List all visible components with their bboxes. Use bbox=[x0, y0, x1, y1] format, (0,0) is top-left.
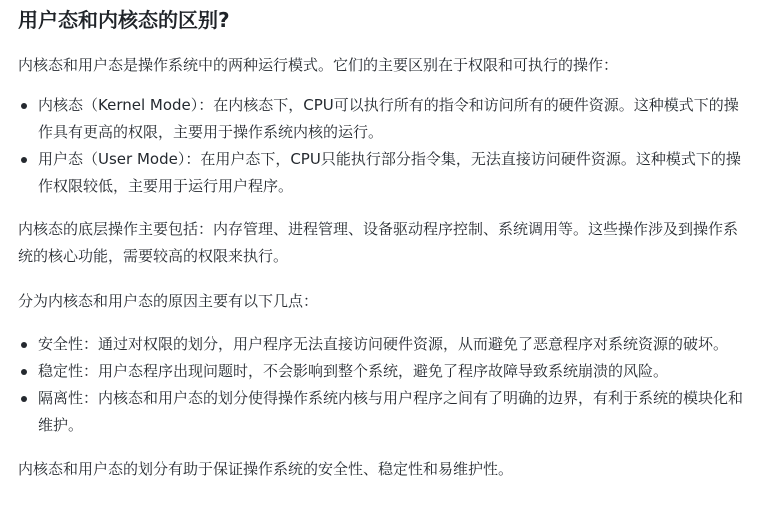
list-item-stability bbox=[18, 358, 750, 385]
bullet-dot bbox=[21, 396, 27, 402]
modes-list bbox=[18, 92, 750, 200]
summary-paragraph: 内核态和用户态的划分有助于保证操作系统的安全性、稳定性和易维护性。 bbox=[18, 460, 514, 478]
bullet-dot bbox=[21, 369, 27, 375]
list-item-isolation bbox=[18, 385, 750, 439]
bullet-dot bbox=[21, 157, 27, 163]
reasons-intro-paragraph: 分为内核态和用户态的原因主要有以下几点： bbox=[18, 292, 319, 310]
bullet-dot bbox=[21, 103, 27, 109]
intro-paragraph: 内核态和用户态是操作系统中的两种运行模式。它们的主要区别在于权限和可执行的操作： bbox=[18, 56, 619, 74]
list-item-text: 稳定性：用户态程序出现问题时，不会影响到整个系统，避免了程序故障导致系统崩溃的风险。 bbox=[38, 362, 669, 380]
list-item-security bbox=[18, 331, 750, 358]
list-item-text: 安全性：通过对权限的划分，用户程序无法直接访问硬件资源，从而避免了恶意程序对系统资源的破坏。 bbox=[38, 335, 729, 353]
list-item-text: 用户态（User Mode）：在用户态下，CPU只能执行部分指令集，无法直接访问硬件资源。这种模式下的操作权限较低，主要用于运行用户程序。 bbox=[38, 150, 741, 195]
page-title: 用户态和内核态的区别? bbox=[18, 8, 230, 32]
list-item-user-mode bbox=[18, 146, 750, 200]
list-item-text: 内核态（Kernel Mode）：在内核态下，CPU可以执行所有的指令和访问所有的硬件资源。这种模式下的操作具有更高的权限，主要用于操作系统内核的运行。 bbox=[38, 96, 739, 141]
list-item-kernel-mode bbox=[18, 92, 750, 146]
bullet-dot bbox=[21, 342, 27, 348]
list-item-text: 隔离性：内核态和用户态的划分使得操作系统内核与用户程序之间有了明确的边界，有利于系统的模块化和维护。 bbox=[38, 389, 744, 434]
reasons-list bbox=[18, 331, 750, 439]
kernel-ops-paragraph: 内核态的底层操作主要包括：内存管理、进程管理、设备驱动程序控制、系统调用等。这些操作涉及到操作系统的核心功能，需要较高的权限来执行。 bbox=[18, 220, 739, 265]
